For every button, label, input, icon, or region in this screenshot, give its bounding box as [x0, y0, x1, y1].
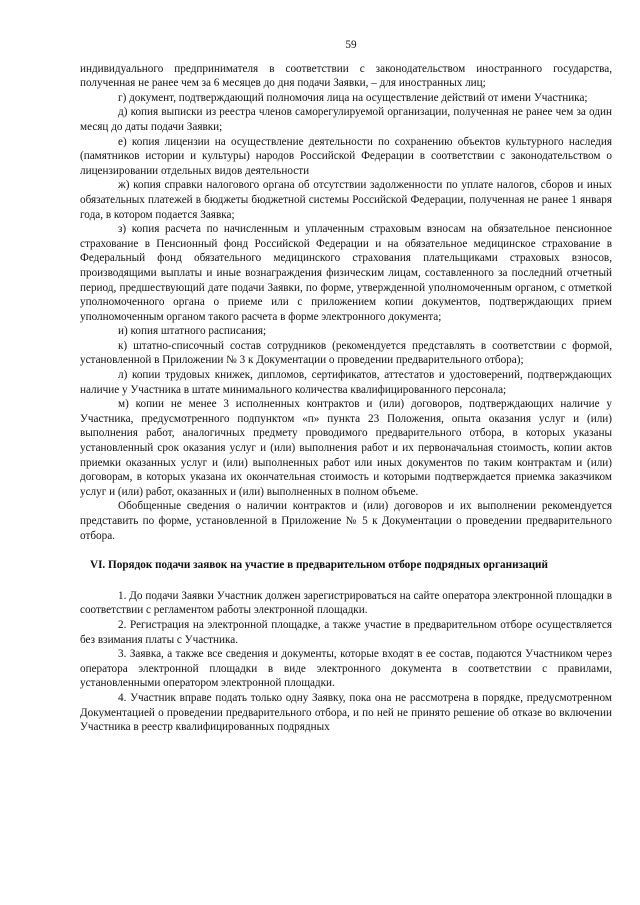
paragraph: м) копии не менее 3 исполненных контрактов и (или) договоров, подтверждающих наличие у Участника, предусмотренного подпунктом «п» пункта 23 Положения, опыта оказания услуг и (или) выполнения работ, аналогичных предмету проводимого предварительного отбора, в которых указаны установленный срок оказания услуг и (или) выполнения работ и их первоначальная стоимость, копии актов приемки оказанных услуг и (или) выполненных работ или иных документов по таким контрактам и (или) договорам, в которых указана их окончательная стоимость и которыми подтверждается приемка заказчиком услуг и (или) работ, оказанных и (или) выполненных в полном объеме. — [80, 398, 612, 498]
paragraph: г) документ, подтверждающий полномочия лица на осуществление действий от имени Участника; — [118, 91, 588, 104]
paragraph: к) штатно-списочный состав сотрудников (рекомендуется представлять в соответствии с формой, установленной в Приложении № 3 к Документации о проведении предварительного отбора); — [80, 339, 612, 367]
page-number: 59 — [345, 39, 357, 51]
body-text-top — [80, 62, 612, 544]
paragraph: д) копия выписки из реестра членов саморегулируемой организации, полученная не ранее чем за один месяц до даты подачи Заявки; — [80, 106, 612, 133]
section-heading: VI. Порядок подачи заявок на участие в предварительном отборе подрядных организаций — [90, 559, 548, 572]
paragraph: л) копии трудовых книжек, дипломов, сертификатов, аттестатов и удостоверений, подтверждающих наличие у Участника в штате минимального количества квалифицированного персонала; — [80, 369, 612, 396]
paragraph: е) копия лицензии на осуществление деятельности по сохранению объектов культурного наследия (памятников истории и культуры) народов Российской Федерации в соответствии с законодательством о лицензировании отдельных видов деятельности — [80, 135, 612, 177]
paragraph: 4. Участник вправе подать только одну Заявку, пока она не рассмотрена в порядке, предусмотренном Документацией о проведении предварительного отбора, и по ней не принято решение об отказе во включении Участника в реестр квалифицированных подрядных — [80, 691, 612, 734]
paragraph: 2. Регистрация на электронной площадке, а также участие в предварительном отборе осуществляется без взимания платы с Участника. — [80, 618, 612, 646]
paragraph: з) копия расчета по начисленным и уплаченным страховым взносам на обязательное пенсионное страхование в Пенсионный фонд Российской Федерации и на обязательное медицинское страхование в Федеральный фонд обязательного медицинского страхования плательщиками страховых взносов, производящими выплаты и иные вознаграждения физическим лицам, составленного за последний отчетный период, предшествующий дате подачи Заявки, по форме, утвержденной уполномоченным органом, с отметкой уполномоченного органа о приеме или с приложением копии документов, подтверждающих прием уполномоченным органом такого расчета в форме электронного документа; — [80, 223, 612, 323]
paragraph: и) копия штатного расписания; — [118, 325, 267, 338]
paragraph: 1. До подачи Заявки Участник должен зарегистрироваться на сайте оператора электронной площадки в соответствии с регламентом работы электронной площадки. — [80, 589, 612, 617]
paragraph: 3. Заявка, а также все сведения и документы, которые входят в ее состав, подаются Участником через оператора электронной площадки в виде электронного документа в соответствии с правилами, установленными оператором электронной площадки. — [80, 648, 612, 690]
body-text-bottom — [80, 589, 612, 735]
paragraph: индивидуального предпринимателя в соответствии с законодательством иностранного государства, полученная не ранее чем за 6 месяцев до дня подачи Заявки, – для иностранных лиц; — [80, 62, 612, 90]
paragraph: ж) копия справки налогового органа об отсутствии задолженности по уплате налогов, сборов и иных обязательных платежей в бюджеты бюджетной системы Российской Федерации, полученная не ранее 1 января года, в котором подается Заявка; — [80, 179, 612, 221]
paragraph: Обобщенные сведения о наличии контрактов и (или) договоров и их выполнении рекомендуется представить по форме, установленной в Приложение № 5 к Документации о проведении предварительного отбора. — [80, 500, 612, 542]
